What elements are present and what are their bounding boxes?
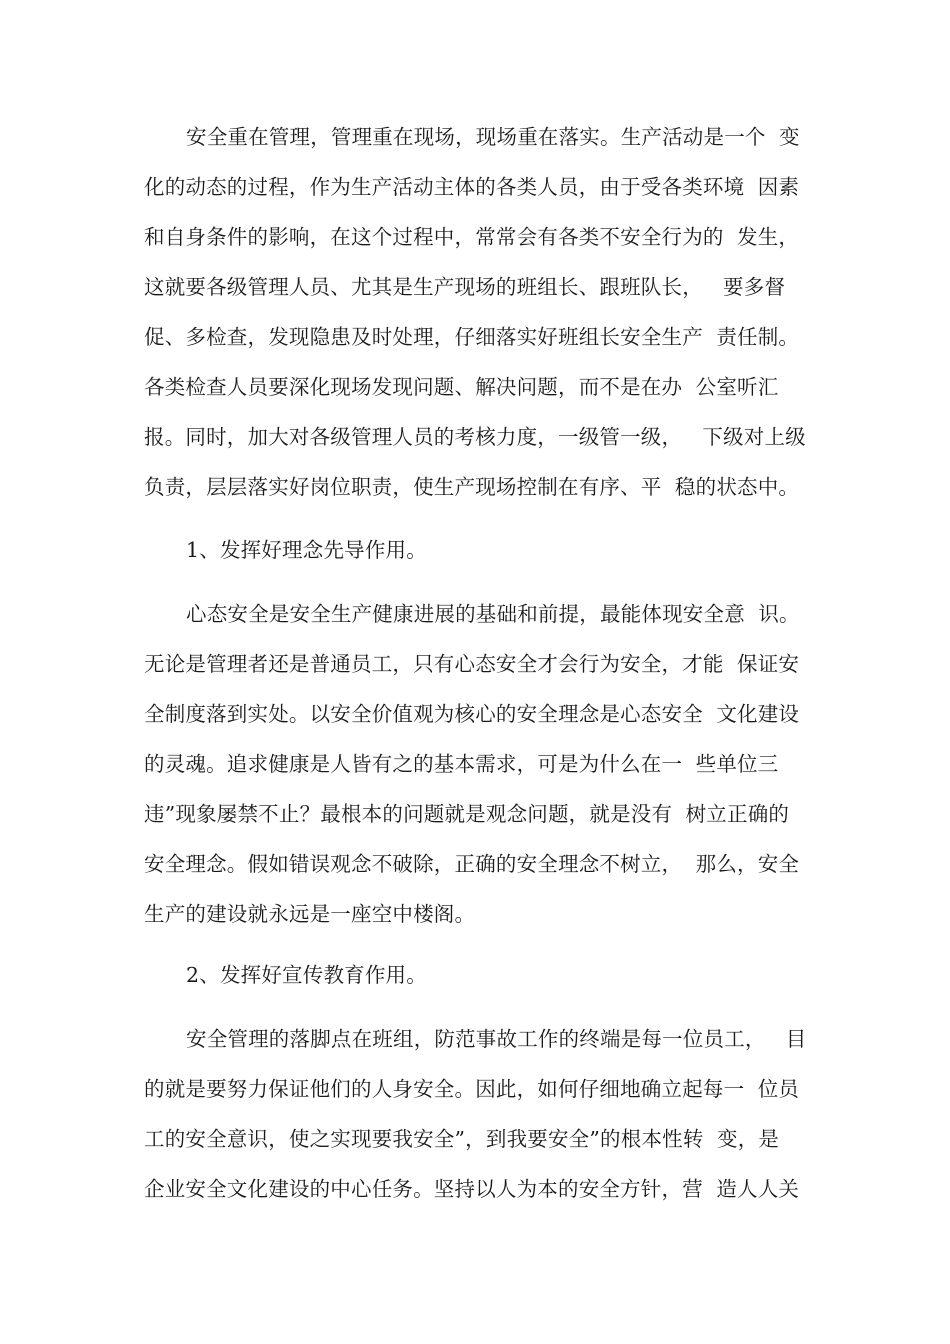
paragraph-2-line-3: 全制度落到实处。以安全价值观为核心的安全理念是心态安全 文化建设	[144, 702, 800, 726]
paragraph-3-line-3: 工的安全意识，使之实现要我安全”，到我要安全”的根本性转 变，是	[144, 1127, 780, 1151]
paragraph-1-line-1: 安全重在管理，管理重在现场，现场重在落实。生产活动是一个 变	[186, 125, 800, 149]
paragraph-3-line-2: 的就是要努力保证他们的人身安全。因此，如何仔细地确立起每一 位员	[144, 1077, 800, 1101]
paragraph-1-line-3: 和自身条件的影响，在这个过程中，常常会有各类不安全行为的 发生，	[144, 225, 800, 249]
paragraph-2-line-5: 违”现象屡禁不止？最根本的问题就是观念问题，就是没有 树立正确的	[144, 802, 790, 826]
paragraph-2-line-4: 的灵魂。追求健康是人皆有之的基本需求，可是为什么在一 些单位三	[144, 752, 779, 776]
paragraph-1-line-8: 负责，层层落实好岗位职责，使生产现场控制在有序、平 稳的状态中。	[144, 475, 800, 499]
paragraph-2-line-7: 生产的建设就永远是一座空中楼阁。	[144, 902, 476, 926]
paragraph-1-line-7: 报。同时，加大对各级管理人员的考核力度，一级管一级， 下级对上级	[144, 425, 806, 449]
section-heading-1: 1、发挥好理念先导作用。	[186, 538, 427, 562]
paragraph-3-line-1: 安全管理的落脚点在班组，防范事故工作的终端是每一位员工， 目	[186, 1027, 807, 1051]
paragraph-3-line-4: 企业安全文化建设的中心任务。坚持以人为本的安全方针，营 造人人关	[144, 1177, 800, 1201]
paragraph-2-line-6: 安全理念。假如错误观念不破除，正确的安全理念不树立， 那么，安全	[144, 852, 800, 876]
paragraph-1-line-6: 各类检查人员要深化现场发现问题、解决问题，而不是在办 公室听汇	[144, 375, 779, 399]
paragraph-2-line-2: 无论是管理者还是普通员工，只有心态安全才会行为安全，才能 保证安	[144, 652, 800, 676]
paragraph-1-line-4: 这就要各级管理人员、尤其是生产现场的班组长、跟班队长， 要多督	[144, 275, 786, 299]
paragraph-1-line-5: 促、多检查，发现隐患及时处理，仔细落实好班组长安全生产 责任制。	[144, 325, 800, 349]
paragraph-1-line-2: 化的动态的过程，作为生产活动主体的各类人员，由于受各类环境 因素	[144, 175, 800, 199]
paragraph-2-line-1: 心态安全是安全生产健康进展的基础和前提，最能体现安全意 识。	[186, 602, 800, 626]
section-heading-2: 2、发挥好宣传教育作用。	[186, 963, 427, 987]
